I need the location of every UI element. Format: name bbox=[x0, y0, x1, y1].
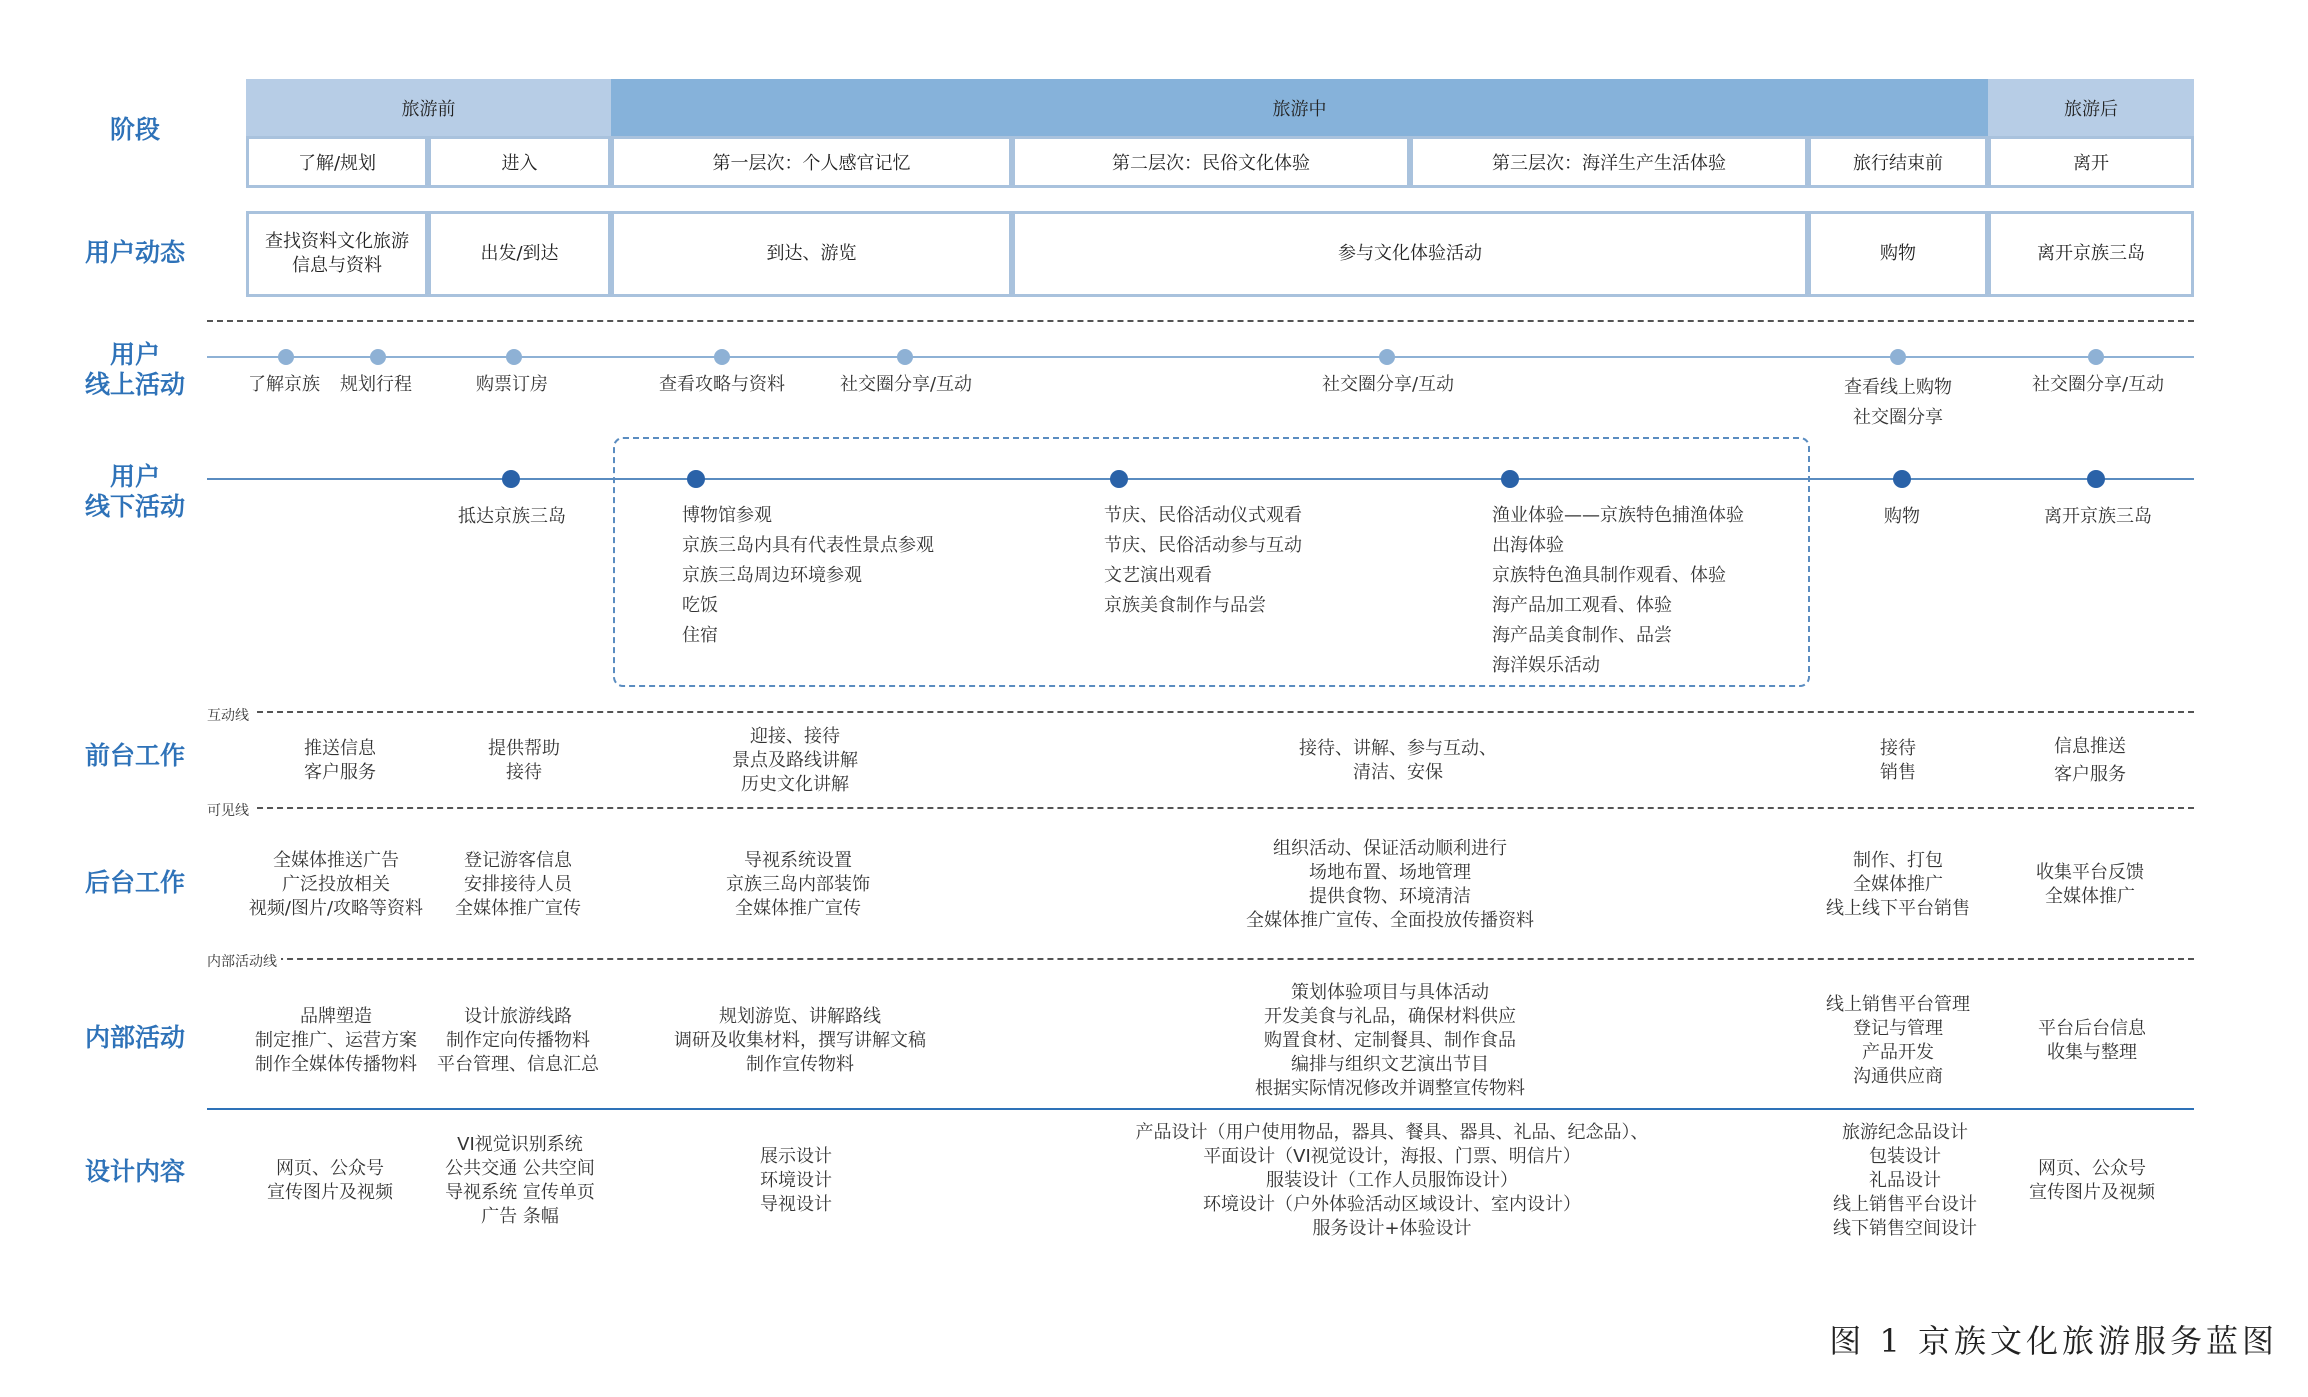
subphase-trip-end: 旅行结束前 bbox=[1808, 136, 1988, 188]
subphase-understand-plan: 了解/规划 bbox=[246, 136, 428, 188]
front-cell: 信息推送 客户服务 bbox=[2054, 736, 2126, 785]
online-social-3: 社交圈分享/互动 bbox=[2031, 374, 2165, 395]
online-node bbox=[1890, 349, 1906, 365]
visibility-line-label: 可见线 bbox=[207, 800, 253, 820]
front-cell: 提供帮助 接待 bbox=[488, 738, 560, 783]
figure-caption: 图 1 京族文化旅游服务蓝图 bbox=[1829, 1322, 2278, 1360]
row-label-user-action: 用户动态 bbox=[84, 238, 185, 267]
online-node bbox=[506, 349, 522, 365]
user-action-research: 查找资料文化旅游 信息与资料 bbox=[246, 211, 428, 297]
offline-node bbox=[1501, 470, 1519, 488]
online-node bbox=[2088, 349, 2104, 365]
row-label-stage: 阶段 bbox=[109, 115, 160, 144]
front-cell: 推送信息 客户服务 bbox=[304, 738, 376, 783]
interaction-line-label: 互动线 bbox=[207, 705, 253, 725]
design-cell: VI视觉识别系统 公共交通 公共空间 导视系统 宣传单页 广告 条幅 bbox=[445, 1134, 595, 1227]
back-cell: 收集平台反馈 全媒体推广 bbox=[2036, 862, 2144, 907]
subphase-enter: 进入 bbox=[428, 136, 611, 188]
back-cell: 导视系统设置 京族三岛内部装饰 全媒体推广宣传 bbox=[726, 850, 870, 919]
online-booking: 购票订房 bbox=[476, 374, 548, 395]
row-label-offline: 用户 线下活动 bbox=[84, 462, 185, 521]
online-learn: 了解京族 bbox=[248, 374, 320, 395]
online-guide: 查看攻略与资料 bbox=[659, 374, 785, 395]
interaction-line bbox=[207, 711, 2194, 713]
design-cell: 网页、公众号 宣传图片及视频 bbox=[2029, 1158, 2155, 1203]
online-node bbox=[897, 349, 913, 365]
row-label-internal: 内部活动 bbox=[84, 1023, 185, 1052]
design-line bbox=[207, 1108, 2194, 1110]
online-plan: 规划行程 bbox=[340, 374, 412, 395]
back-cell: 全媒体推送广告 广泛投放相关 视频/图片/攻略等资料 bbox=[248, 850, 424, 919]
internal-cell: 平台后台信息 收集与整理 bbox=[2038, 1018, 2146, 1063]
offline-arrive: 抵达京族三岛 bbox=[458, 506, 566, 527]
internal-line-label: 内部活动线 bbox=[207, 951, 281, 971]
offline-shop: 购物 bbox=[1884, 506, 1920, 527]
user-action-culture: 参与文化体验活动 bbox=[1012, 211, 1808, 297]
offline-layer-3: 渔业体验——京族特色捕渔体验 出海体验 京族特色渔具制作观看、体验 海产品加工观看、体验 海产品美食制作、品尝 海洋娱乐活动 bbox=[1492, 505, 1744, 676]
design-cell: 网页、公众号 宣传图片及视频 bbox=[267, 1158, 393, 1203]
offline-layer-2: 节庆、民俗活动仪式观看 节庆、民俗活动参与互动 文艺演出观看 京族美食制作与品尝 bbox=[1104, 505, 1302, 616]
online-social-2: 社交圈分享/互动 bbox=[1321, 374, 1455, 395]
user-action-leave: 离开京族三岛 bbox=[1988, 211, 2194, 297]
back-cell: 组织活动、保证活动顺利进行 场地布置、场地管理 提供食物、环境清洁 全媒体推广宣传、全面投放传播资料 bbox=[1246, 838, 1534, 931]
internal-cell: 策划体验项目与具体活动 开发美食与礼品，确保材料供应 购置食材、定制餐具、制作食品 编排与组织文艺演出节目 根据实际情况修改并调整宣传物料 bbox=[1255, 982, 1525, 1099]
internal-cell: 设计旅游线路 制作定向传播物料 平台管理、信息汇总 bbox=[437, 1006, 599, 1075]
front-cell: 迎接、接待 景点及路线讲解 历史文化讲解 bbox=[732, 726, 858, 795]
online-node bbox=[370, 349, 386, 365]
row-label-front: 前台工作 bbox=[84, 741, 185, 770]
design-cell: 产品设计（用户使用物品，器具、餐具、器具、礼品、纪念品）、 平面设计（VI视觉设计，海报、门票、明信片） 服装设计（工作人员服饰设计） 环境设计（户外体验活动区域设计、室内设计） 服务设计+体验设计 bbox=[1135, 1122, 1649, 1239]
visibility-line bbox=[207, 807, 2194, 809]
row-label-design: 设计内容 bbox=[84, 1157, 185, 1186]
separator-line bbox=[207, 320, 2194, 322]
online-social-1: 社交圈分享/互动 bbox=[839, 374, 973, 395]
user-action-shopping: 购物 bbox=[1808, 211, 1988, 297]
offline-node bbox=[2087, 470, 2105, 488]
front-cell: 接待、讲解、参与互动、 清洁、安保 bbox=[1299, 738, 1497, 783]
phase-during: 旅游中 bbox=[611, 79, 1988, 136]
offline-layer-1: 博物馆参观 京族三岛内具有代表性景点参观 京族三岛周边环境参观 吃饭 住宿 bbox=[682, 505, 934, 646]
offline-node bbox=[502, 470, 520, 488]
phase-after: 旅游后 bbox=[1988, 79, 2194, 136]
internal-cell: 线上销售平台管理 登记与管理 产品开发 沟通供应商 bbox=[1826, 994, 1970, 1087]
subphase-layer-1: 第一层次：个人感官记忆 bbox=[611, 136, 1012, 188]
subphase-layer-3: 第三层次：海洋生产生活体验 bbox=[1410, 136, 1808, 188]
online-node bbox=[1379, 349, 1395, 365]
online-shop: 查看线上购物 社交圈分享 bbox=[1844, 377, 1952, 428]
back-cell: 制作、打包 全媒体推广 线上线下平台销售 bbox=[1826, 850, 1970, 919]
back-cell: 登记游客信息 安排接待人员 全媒体推广宣传 bbox=[455, 850, 581, 919]
design-cell: 旅游纪念品设计 包装设计 礼品设计 线上销售平台设计 线下销售空间设计 bbox=[1833, 1122, 1977, 1239]
online-node bbox=[714, 349, 730, 365]
row-label-back: 后台工作 bbox=[84, 868, 185, 897]
user-action-depart: 出发/到达 bbox=[428, 211, 611, 297]
internal-cell: 品牌塑造 制定推广、运营方案 制作全媒体传播物料 bbox=[255, 1006, 417, 1075]
phase-before: 旅游前 bbox=[246, 79, 611, 136]
user-action-arrive-tour: 到达、游览 bbox=[611, 211, 1012, 297]
online-node bbox=[278, 349, 294, 365]
offline-node bbox=[687, 470, 705, 488]
row-label-online: 用户 线上活动 bbox=[84, 340, 185, 399]
internal-line bbox=[207, 958, 2194, 960]
offline-node bbox=[1110, 470, 1128, 488]
subphase-leave: 离开 bbox=[1988, 136, 2194, 188]
subphase-layer-2: 第二层次：民俗文化体验 bbox=[1012, 136, 1410, 188]
offline-leave: 离开京族三岛 bbox=[2044, 506, 2152, 527]
design-cell: 展示设计 环境设计 导视设计 bbox=[760, 1146, 832, 1215]
internal-cell: 规划游览、讲解路线 调研及收集材料，撰写讲解文稿 制作宣传物料 bbox=[674, 1006, 926, 1075]
offline-node bbox=[1893, 470, 1911, 488]
front-cell: 接待 销售 bbox=[1880, 738, 1916, 783]
